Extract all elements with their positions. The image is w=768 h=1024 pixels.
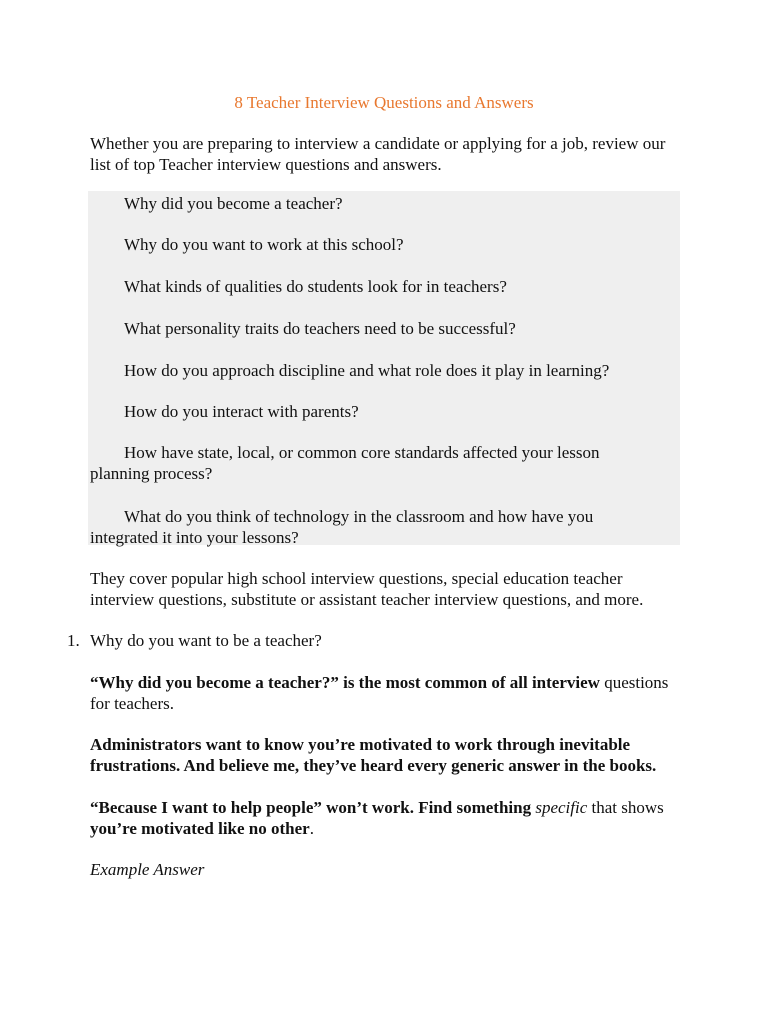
question-item: What kinds of qualities do students look for in teachers? bbox=[124, 277, 507, 296]
plain-text: . bbox=[309, 819, 314, 838]
answer-paragraph-3 bbox=[90, 797, 690, 839]
intro-paragraph: Whether you are preparing to interview a candidate or applying for a job, review our list of top Teacher interview questions and answers. bbox=[90, 134, 666, 174]
bold-text: “Why did you become a teacher?” is the most common of all interview bbox=[90, 673, 600, 692]
answer-paragraph-2: Administrators want to know you’re motivated to work through inevitable frustrations. And believe me, they’ve heard every generic answer in the books. bbox=[90, 735, 657, 775]
bold-text: you’re motivated like no other bbox=[90, 819, 310, 838]
question-item: What personality traits do teachers need to be successful? bbox=[124, 319, 516, 338]
question-item: Why do you want to work at this school? bbox=[124, 235, 404, 254]
example-answer-label: Example Answer bbox=[90, 860, 205, 879]
bold-text: “Because I want to help people” won’t work. Find something bbox=[90, 798, 532, 817]
plain-text: that shows bbox=[587, 798, 664, 817]
question-item: What do you think of technology in the classroom and how have you integrated it into your lessons? bbox=[90, 507, 594, 547]
plain-text: questions for teachers. bbox=[90, 673, 669, 713]
question-item: Why did you become a teacher? bbox=[124, 194, 343, 213]
list-item-heading: Why do you want to be a teacher? bbox=[90, 631, 322, 650]
list-number: 1. bbox=[67, 631, 80, 650]
question-item: How do you interact with parents? bbox=[124, 402, 359, 421]
summary-paragraph: They cover popular high school interview questions, special education teacher interview questions, substitute or assistant teacher interview questions, and more. bbox=[90, 569, 644, 609]
question-item: How have state, local, or common core standards affected your lesson planning process? bbox=[90, 443, 600, 483]
italic-text: specific bbox=[535, 798, 588, 817]
document-title: 8 Teacher Interview Questions and Answers bbox=[234, 93, 534, 112]
answer-paragraph-1 bbox=[90, 672, 690, 714]
question-item: How do you approach discipline and what role does it play in learning? bbox=[124, 361, 610, 380]
